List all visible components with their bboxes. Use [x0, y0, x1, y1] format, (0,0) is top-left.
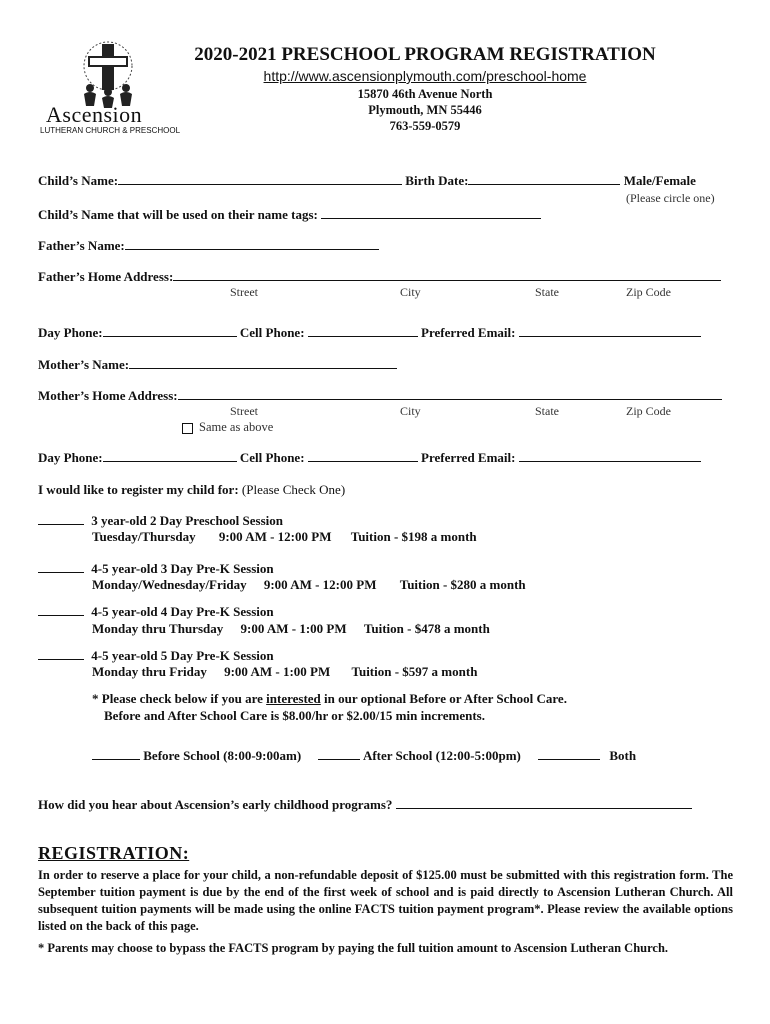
both-field[interactable] [538, 748, 600, 760]
session-2-title: 4-5 year-old 3 Day Pre-K Session [91, 561, 274, 576]
mother-name-field[interactable] [129, 357, 397, 369]
register-note: (Please Check One) [241, 482, 346, 497]
mother-zip-caption: Zip Code [626, 404, 671, 418]
mother-city-caption: City [400, 404, 421, 418]
care-note [92, 691, 567, 707]
session-4-title: 4-5 year-old 5 Day Pre-K Session [91, 648, 274, 663]
father-cell-phone-field[interactable] [308, 325, 418, 337]
hear-about-field[interactable] [396, 797, 692, 809]
ascension-logo [38, 38, 181, 138]
same-as-above-label: Same as above [199, 420, 274, 434]
before-school-label: Before School (8:00-9:00am) [143, 748, 302, 763]
father-address-label: Father’s Home Address: [38, 269, 174, 284]
father-name-label: Father’s Name: [38, 238, 125, 253]
session-3-title: 4-5 year-old 4 Day Pre-K Session [91, 604, 274, 619]
mother-cell-phone-label: Cell Phone: [239, 450, 305, 465]
session-1-time: 9:00 AM - 12:00 PM [218, 529, 332, 544]
session-4-check-field[interactable] [38, 648, 84, 660]
birth-date-field[interactable] [468, 173, 620, 185]
session-1-check-field[interactable] [38, 513, 84, 525]
tag-name-field[interactable] [321, 207, 541, 219]
father-name-field[interactable] [125, 238, 379, 250]
after-school-field[interactable] [318, 748, 360, 760]
mother-address-field[interactable] [178, 388, 722, 400]
mother-day-phone-label: Day Phone: [38, 450, 103, 465]
father-city-caption: City [400, 285, 421, 299]
session-4-time: 9:00 AM - 1:00 PM [224, 664, 331, 679]
session-1-title: 3 year-old 2 Day Preschool Session [91, 513, 283, 528]
session-1-days: Tuesday/Thursday [92, 529, 196, 544]
session-option-4[interactable] [38, 648, 274, 664]
session-3-days: Monday thru Thursday [92, 621, 224, 636]
session-3-check-field[interactable] [38, 604, 84, 616]
child-name-label: Child’s Name: [38, 173, 119, 188]
care-note-a: * Please check below if you are [92, 691, 263, 706]
session-4-days: Monday thru Friday [92, 664, 207, 679]
mother-cell-phone-field[interactable] [308, 450, 418, 462]
website-link[interactable]: http://www.ascensionplymouth.com/preschool-home [263, 68, 587, 84]
father-state-caption: State [535, 285, 559, 299]
father-day-phone-label: Day Phone: [38, 325, 103, 340]
page-title: 2020-2021 PRESCHOOL PROGRAM REGISTRATION [194, 44, 656, 65]
after-school-label: After School (12:00-5:00pm) [362, 748, 521, 763]
registration-paragraph: In order to reserve a place for your child, a non-refundable deposit of $125.00 must be submitted with this registration form. The September tuition payment is due by the end of the first week of school and is paid directly to Ascension Lutheran Church. All subsequent tuition payments will be made using the online FACTS tuition payment program*. Please review the available options listed on the back of this page. [38, 868, 733, 933]
gender-note: (Please circle one) [626, 191, 715, 205]
session-option-1[interactable] [38, 513, 283, 529]
session-2-time: 9:00 AM - 12:00 PM [263, 577, 377, 592]
mother-email-field[interactable] [519, 450, 701, 462]
care-note-interested: interested [266, 691, 321, 706]
tag-name-label: Child’s Name that will be used on their name tags: [38, 207, 318, 222]
mother-day-phone-field[interactable] [103, 450, 237, 462]
logo-name: Ascension [46, 102, 143, 127]
logo-subtitle: LUTHERAN CHURCH & PRESCHOOL [40, 126, 181, 135]
session-1-tuition: Tuition - $198 a month [350, 529, 477, 544]
mother-address-label: Mother’s Home Address: [38, 388, 178, 403]
session-option-2[interactable] [38, 561, 274, 577]
mother-email-label: Preferred Email: [421, 450, 516, 465]
birth-date-label: Birth Date: [405, 173, 469, 188]
father-cell-phone-label: Cell Phone: [239, 325, 305, 340]
session-2-days: Monday/Wednesday/Friday [92, 577, 247, 592]
session-option-3[interactable] [38, 604, 274, 620]
session-2-tuition: Tuition - $280 a month [399, 577, 526, 592]
register-intro: I would like to register my child for: [38, 482, 239, 497]
father-email-label: Preferred Email: [421, 325, 516, 340]
address-line-2: Plymouth, MN 55446 [368, 103, 482, 117]
registration-footnote: * Parents may choose to bypass the FACTS program by paying the full tuition amount to Ascension Lutheran Church. [38, 941, 669, 955]
registration-heading: REGISTRATION: [38, 843, 190, 863]
hear-about-label: How did you hear about Ascension’s early childhood programs? [38, 797, 393, 812]
session-3-time: 9:00 AM - 1:00 PM [240, 621, 347, 636]
mother-name-label: Mother’s Name: [38, 357, 130, 372]
father-email-field[interactable] [519, 325, 701, 337]
address-line-1: 15870 46th Avenue North [357, 87, 493, 101]
session-4-tuition: Tuition - $597 a month [351, 664, 478, 679]
phone-number: 763-559-0579 [389, 119, 461, 133]
care-rate-note: Before and After School Care is $8.00/hr or $2.00/15 min increments. [104, 708, 485, 723]
before-school-field[interactable] [92, 748, 140, 760]
mother-street-caption: Street [230, 404, 258, 418]
both-label: Both [609, 748, 637, 763]
care-note-c: in our optional Before or After School Care. [324, 691, 567, 706]
mother-state-caption: State [535, 404, 559, 418]
gender-label[interactable]: Male/Female [623, 173, 696, 188]
father-zip-caption: Zip Code [626, 285, 671, 299]
father-street-caption: Street [230, 285, 258, 299]
same-as-above-checkbox[interactable] [182, 423, 193, 434]
father-day-phone-field[interactable] [103, 325, 237, 337]
child-name-field[interactable] [118, 173, 402, 185]
session-3-tuition: Tuition - $478 a month [363, 621, 490, 636]
father-address-field[interactable] [173, 269, 721, 281]
session-2-check-field[interactable] [38, 561, 84, 573]
